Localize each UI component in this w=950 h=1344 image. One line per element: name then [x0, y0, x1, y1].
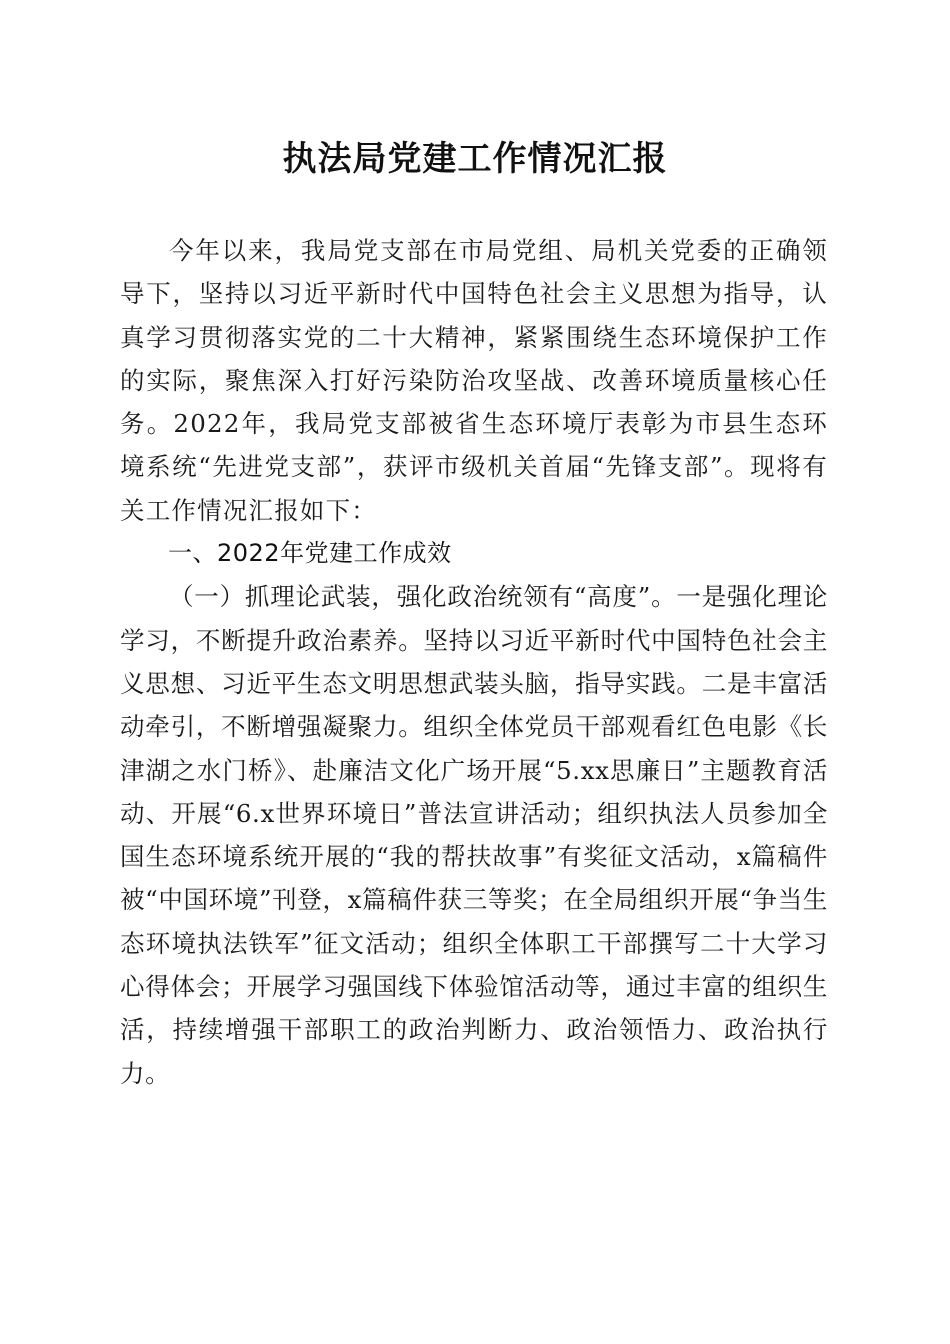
intro-paragraph: 今年以来，我局党支部在市局党组、局机关党委的正确领导下，坚持以习近平新时代中国特色社会主义思想为指导，认真学习贯彻落实党的二十大精神，紧紧围绕生态环境保护工作的实际，聚焦深入打好污染防治攻坚战、改善环境质量核心任务。2022年，我局党支部被省生态环境厅表彰为市县生态环境系统“先进党支部”，获评市级机关首届“先锋支部”。现将有关工作情况汇报如下：	[120, 236, 828, 525]
section-heading: 一、2022年党建工作成效	[168, 539, 452, 568]
document-title: 执法局党建工作情况汇报	[282, 139, 668, 179]
document-body	[120, 229, 828, 1095]
section-item-paragraph: （一）抓理论武装，强化政治统领有“高度”。一是强化理论学习，不断提升政治素养。坚持以习近平新时代中国特色社会主义思想、习近平生态文明思想武装头脑，指导实践。二是丰富活动牵引，不断增强凝聚力。组织全体党员干部观看红色电影《长津湖之水门桥》、赴廉洁文化广场开展“5.xx思廉日”主题教育活动、开展“6.x世界环境日”普法宣讲活动；组织执法人员参加全国生态环境系统开展的“我的帮扶故事”有奖征文活动，x篇稿件被“中国环境”刊登，x篇稿件获三等奖；在全局组织开展“争当生态环境执法铁军”征文活动；组织全体职工干部撰写二十大学习心得体会；开展学习强国线下体验馆活动等，通过丰富的组织生活，持续增强干部职工的政治判断力、政治领悟力、政治执行力。	[120, 582, 828, 1088]
